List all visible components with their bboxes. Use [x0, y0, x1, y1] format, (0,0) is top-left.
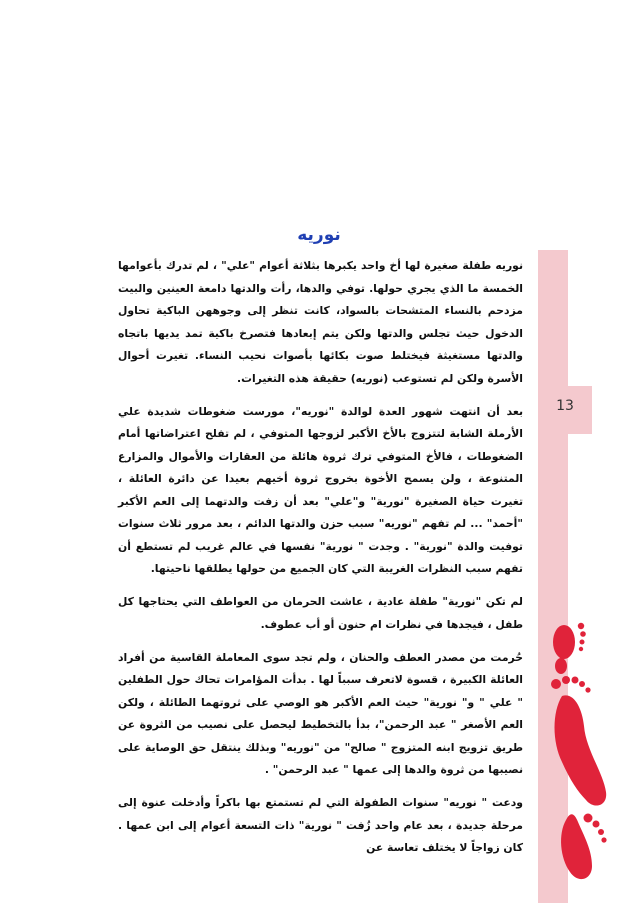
paragraph: ودعت " نوريه" سنوات الطفولة التي لم تستمتع بها باكراً وأدخلت عنوة إلى مرحلة جديدة ، بعد عام واحد زُفت " نورية" ذات التسعة أعوام إلى ابن عمها . كان زواجاً لا يختلف تعاسة عن	[118, 796, 523, 854]
paragraph: حُرمت من مصدر العطف والحنان ، ولم تجد سوى المعاملة القاسية من أفراد العائلة الكبيرة ، قسوة لاتعرف سبباً لها . بدأت المؤامرات تحاك حول الطفلين " علي " و" نورية" حيث العم الأكبر هو الوصي على ثروتهما الطائلة ، ولكن العم الأصغر " عبد الرحمن"، بدأ بالتخطيط ليحصل على نصيب من الثروة عن طريق تزويج ابنه المتزوج " صالح" من "نوريه" وبذلك ينتقل حق الوصاية على نصيبها من ثروة والدها إلى عمها " عبد الرحمن" .	[118, 650, 523, 776]
body-text	[118, 255, 523, 870]
page-number: 13	[556, 398, 574, 414]
paragraph: نوريه طفلة صغيرة لها أخ واحد يكبرها بثلاثة أعوام "علي" ، لم تدرك بأعوامها الخمسة ما الذي يجري حولها. توفي والدها، رأت والدتها دامعة العينين والبيت مزدحم بالنساء المتشحات بالسواد، كانت تنظر إلى وجوههن الباكية تحاول الدخول حيث تجلس والدتها ولكن يتم إبعادها فتصرخ باكية تمد يديها باتجاه والدتها مستغيثة فيختلط صوت بكائها بأصوات نحيب النساء. تغيرت أحوال الأسرة ولكن لم تستوعب (نوريه) حقيقة هذه التغيرات.	[118, 259, 523, 385]
paragraph: لم تكن "نورية" طفلة عادية ، عاشت الحرمان من العواطف التي يحتاجها كل طفل ، فيجدها في نظرات ام حنون أو أب عطوف.	[118, 595, 523, 631]
chapter-title: نوريه	[297, 225, 341, 245]
footprints-icon	[548, 622, 610, 884]
paragraph: بعد أن انتهت شهور العدة لوالدة "نوريه"، مورست ضغوطات شديدة علي الأرملة الشابة لتتزوج بالأخ الأكبر لزوجها المتوفي ، لم تفلح اعتراضاتها أمام الضغوطات ، فالأخ المتوفي ترك ثروة هائلة من العقارات والأموال والمزارع المتنوعة ، ولن يسمح الأخوة بخروج ثروة أخيهم بعيدا عن دائرة العائلة ، تغيرت حياة الصغيرة "نورية" و"علي" بعد أن زفت والدتهما إلى العم الأكبر "أحمد" ... لم تفهم "نوريه" سبب حزن والدتها الدائم ، بعد مرور ثلاث سنوات توفيت والدة "نورية" . وجدت " نورية" نفسها في عالم غريب لم تستطع أن تفهم سبب النظرات الغريبة التي كان الجميع من حولها يطلقها ناحيتها.	[118, 404, 523, 575]
